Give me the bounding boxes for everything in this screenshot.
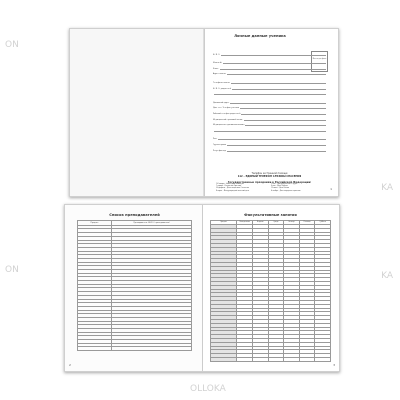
form-field-line[interactable] — [230, 103, 326, 104]
holiday-item: 7 января – Рождество Христово — [216, 186, 242, 188]
column-header: Преподаватель (Ф.И.О.) преподавателя) — [112, 221, 192, 226]
column-header: Среда — [268, 221, 284, 225]
form-field-line[interactable] — [244, 120, 326, 121]
form-field-row — [213, 135, 326, 141]
form-field-line[interactable] — [227, 74, 326, 75]
watermark: KA — [381, 183, 393, 193]
holiday-item: 1-8 января – Новогодние каникулы — [216, 184, 244, 185]
column-header: Суббота — [315, 221, 331, 225]
table-row — [211, 357, 331, 361]
holiday-item: 23 февраля – День защитника Отечества — [216, 188, 249, 190]
form-field-line[interactable] — [232, 89, 326, 90]
form-field-row — [213, 64, 326, 70]
form-field-label: Медицинский страховой полис — [213, 118, 243, 121]
electives-page — [202, 205, 339, 371]
notebook-spread-personal-data — [69, 28, 339, 197]
form-field-label: Группа крови — [213, 143, 226, 146]
holiday-item: 4 ноября – День народного единства — [271, 190, 301, 192]
form-field-line[interactable] — [227, 151, 326, 152]
table-cell[interactable] — [78, 347, 112, 351]
column-header: Предмет — [211, 221, 237, 225]
subject-cell[interactable] — [211, 357, 237, 361]
emergency-hotline — [213, 172, 326, 184]
form-field-row — [213, 109, 326, 115]
table-row — [78, 347, 192, 351]
form-field-row — [213, 78, 326, 84]
form-field-line[interactable] — [241, 114, 326, 115]
notebook-spread-schedule — [64, 204, 340, 372]
form-field-label: Рабочий телефон родителей — [213, 112, 241, 115]
form-field-line[interactable] — [214, 94, 326, 95]
form-field-line[interactable] — [221, 55, 326, 56]
time-cell[interactable] — [237, 357, 253, 361]
form-field-label: Медицинские противопоказания — [213, 124, 245, 127]
page-number: 3 — [333, 363, 335, 367]
time-cell[interactable] — [315, 357, 331, 361]
time-cell[interactable] — [299, 357, 315, 361]
form-field-row — [213, 98, 326, 104]
form-field-label: Рост — [213, 138, 218, 141]
form-field-row — [213, 67, 326, 76]
form-field-line[interactable] — [220, 69, 326, 70]
form-field-label: Резус-фактор — [213, 149, 226, 152]
form-field-label: Ф. И. О. родителей — [213, 87, 231, 90]
page-title: Личные данные ученика — [234, 34, 286, 38]
watermark: KA — [381, 271, 393, 281]
column-header: Вторник — [252, 221, 268, 225]
holiday-item: 12 июня – День России — [271, 188, 290, 190]
form-field-row — [213, 140, 326, 146]
electives-table — [210, 220, 331, 362]
form-field-line[interactable] — [231, 83, 326, 84]
hotline-caption: Телефон экстренной помощи — [251, 172, 288, 175]
column-header: Пятница — [299, 221, 315, 225]
form-field-label: Ф. И. О. — [213, 53, 221, 56]
teachers-title: Список преподавателей — [109, 213, 160, 217]
form-field-line[interactable] — [214, 131, 326, 132]
watermark: ON — [5, 265, 19, 275]
form-field-row — [213, 59, 326, 65]
time-cell[interactable] — [252, 357, 268, 361]
table-cell[interactable] — [112, 347, 192, 351]
time-cell[interactable] — [284, 357, 300, 361]
form-field-label: Адрес школы — [213, 73, 226, 76]
personal-data-form — [213, 50, 326, 152]
column-header: Предмет — [78, 221, 112, 226]
form-field-line[interactable] — [218, 139, 326, 140]
page-number: 1 — [330, 187, 332, 191]
form-field-row — [213, 50, 326, 56]
photo-label: Место для фото — [312, 59, 327, 60]
form-field-row — [213, 126, 326, 132]
form-field-label: Класс — [213, 67, 219, 70]
form-field-label: Домашний адрес — [213, 101, 230, 104]
form-field-line[interactable] — [240, 108, 326, 109]
teachers-page — [65, 205, 202, 371]
personal-data-page — [204, 29, 338, 196]
inside-cover-page — [70, 29, 204, 196]
page-number: 2 — [69, 363, 71, 367]
form-field-line[interactable] — [245, 125, 326, 126]
holidays-title: Государственные праздники в Российской Федерации: — [227, 181, 312, 184]
form-field-line[interactable] — [223, 63, 326, 64]
holidays-list — [216, 184, 326, 193]
form-field-label: Дом. тел. Телефон ученика — [213, 107, 240, 110]
time-cell[interactable] — [268, 357, 284, 361]
form-field-line[interactable] — [227, 145, 326, 146]
teachers-table — [77, 220, 192, 351]
holiday-item: 8 марта – Международный женский день — [216, 190, 250, 192]
column-header: Понедельник — [237, 221, 253, 225]
hotline-number: 112 – ЕДИНЫЙ ТЕЛЕФОН СЛУЖБЫ СПАСЕНИЯ — [237, 175, 302, 178]
watermark: ON — [5, 40, 19, 50]
form-field-label: Телефоны школы — [213, 81, 230, 84]
holiday-item: 9 мая – День Победы — [271, 186, 288, 188]
watermark: OLLOKA — [190, 384, 226, 394]
column-header: Четверг — [284, 221, 300, 225]
holiday-item: 1 мая – Праздник Весны и Труда — [271, 184, 297, 185]
form-field-label: Школа № — [213, 62, 222, 65]
electives-title: Факультативные занятия — [244, 213, 297, 217]
